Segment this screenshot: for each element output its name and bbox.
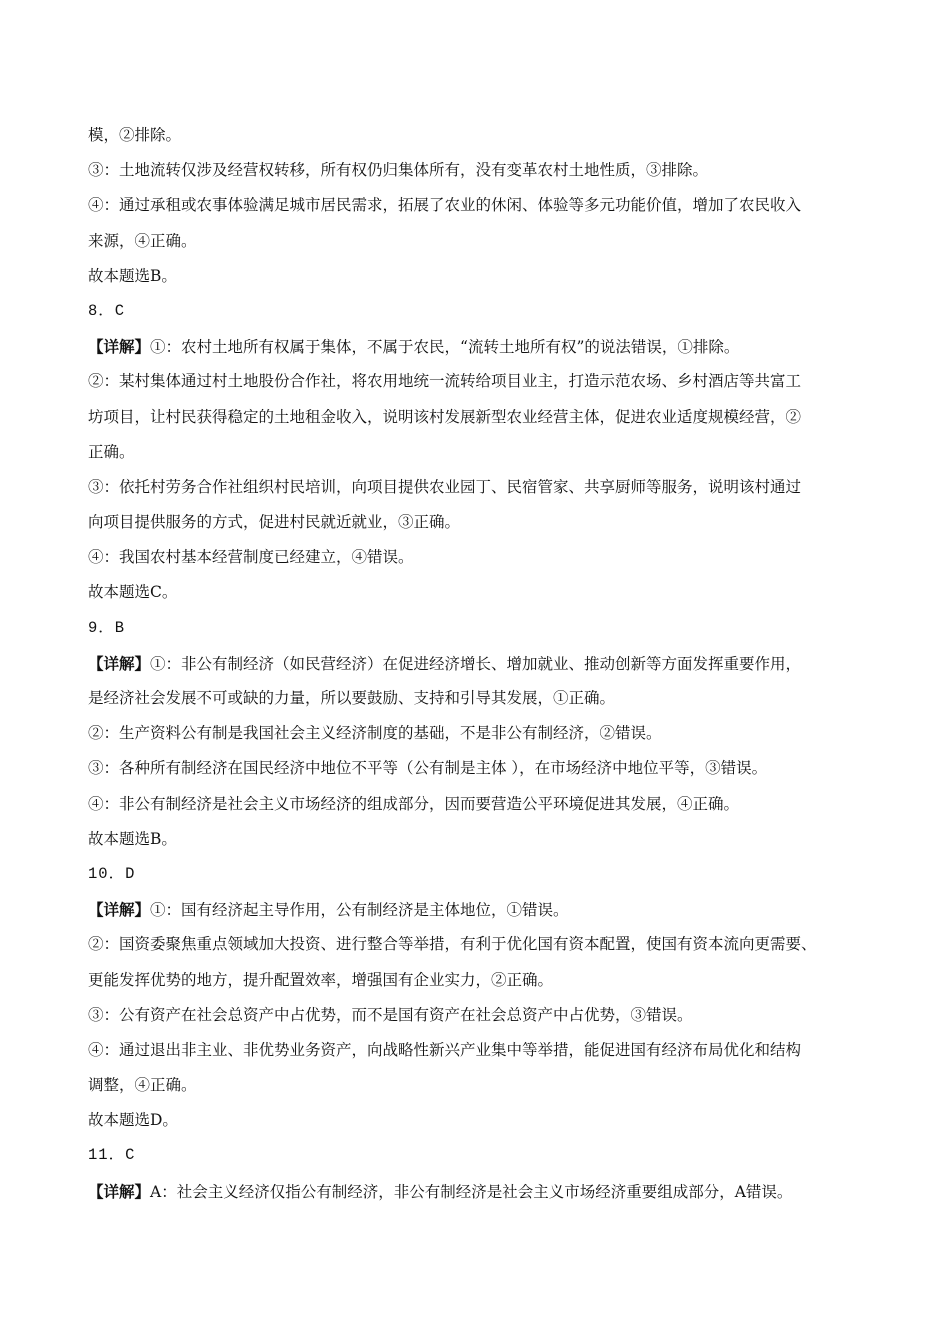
question-number: 8．C: [88, 301, 126, 320]
text-line: 模，②排除。: [88, 126, 182, 144]
text-line: ②：生产资料公有制是我国社会主义经济制度的基础，不是非公有制经济，②错误。: [88, 724, 662, 743]
text-line: 故本题选C。: [88, 583, 178, 602]
detail-text: A：社会主义经济仅指公有制经济，非公有制经济是社会主义市场经济重要组成部分，A错误。: [150, 1182, 793, 1201]
text-line: 来源，④正确。: [88, 231, 197, 250]
text-line: ③：公有资产在社会总资产中占优势，而不是国有资产在社会总资产中占优势，③错误。: [88, 1005, 693, 1024]
text-line: ②：某村集体通过村土地股份合作社，将农用地统一流转给项目业主，打造示范农场、乡村酒店等共富工: [88, 372, 802, 391]
text-line: 正确。: [88, 442, 135, 461]
text-line: ③：各种所有制经济在国民经济中地位不平等（公有制是主体 ），在市场经济中地位平等，③错误。: [88, 759, 768, 778]
detail-tag: 【详解】: [88, 900, 151, 920]
text-line: 调整，④正确。: [88, 1076, 197, 1095]
text-line: ③：土地流转仅涉及经营权转移，所有权仍归集体所有，没有变革农村土地性质，③排除。: [88, 161, 709, 180]
question-number: 9．B: [88, 618, 126, 637]
text-line: 向项目提供服务的方式，促进村民就近就业，③正确。: [88, 513, 461, 532]
text-line: ④：我国农村基本经营制度已经建立，④错误。: [88, 548, 414, 567]
text-line: ③：依托村劳务合作社组织村民培训，向项目提供农业园丁、民宿管家、共享厨师等服务，说明该村通过: [88, 477, 802, 496]
text-line: [88, 892, 868, 927]
question-number: 11．C: [88, 1146, 136, 1165]
detail-tag: 【详解】: [88, 1181, 151, 1201]
text-line: 故本题选B。: [88, 266, 177, 285]
detail-tag: 【详解】: [88, 337, 151, 357]
text-line: 故本题选B。: [88, 829, 177, 848]
text-line: 坊项目，让村民获得稳定的土地租金收入，说明该村发展新型农业经营主体，促进农业适度规模经营，②: [88, 407, 802, 426]
detail-text: ①：农村土地所有权属于集体，不属于农民，“流转土地所有权”的说法错误，①排除。: [150, 338, 740, 357]
detail-tag: 【详解】: [88, 653, 151, 673]
text-line: ④：非公有制经济是社会主义市场经济的组成部分，因而要营造公平环境促进其发展，④正确。: [88, 794, 740, 813]
text-line: [88, 646, 868, 681]
detail-text: ①：国有经济起主导作用，公有制经济是主体地位，①错误。: [150, 901, 569, 920]
text-line: 更能发挥优势的地方，提升配置效率，增强国有企业实力，②正确。: [88, 970, 554, 989]
text-line: ④：通过承租或农事体验满足城市居民需求，拓展了农业的休闲、体验等多元功能价值，增加了农民收入: [88, 196, 802, 215]
text-line: [88, 1174, 868, 1209]
text-line: 是经济社会发展不可或缺的力量，所以要鼓励、支持和引导其发展，①正确。: [88, 689, 616, 707]
text-line: ④：通过退出非主业、非优势业务资产，向战略性新兴产业集中等举措，能促进国有经济布局优化和结构: [88, 1040, 802, 1059]
text-line: [88, 329, 868, 364]
text-line: ②：国资委聚焦重点领域加大投资、进行整合等举措，有利于优化国有资本配置，使国有资本流向更需要、: [88, 935, 817, 954]
answer-explanations: [88, 118, 868, 1209]
detail-text: ①：非公有制经济（如民营经济）在促进经济增长、增加就业、推动创新等方面发挥重要作用，: [150, 654, 802, 673]
text-line: 故本题选D。: [88, 1111, 178, 1130]
question-number: 10．D: [88, 864, 136, 883]
